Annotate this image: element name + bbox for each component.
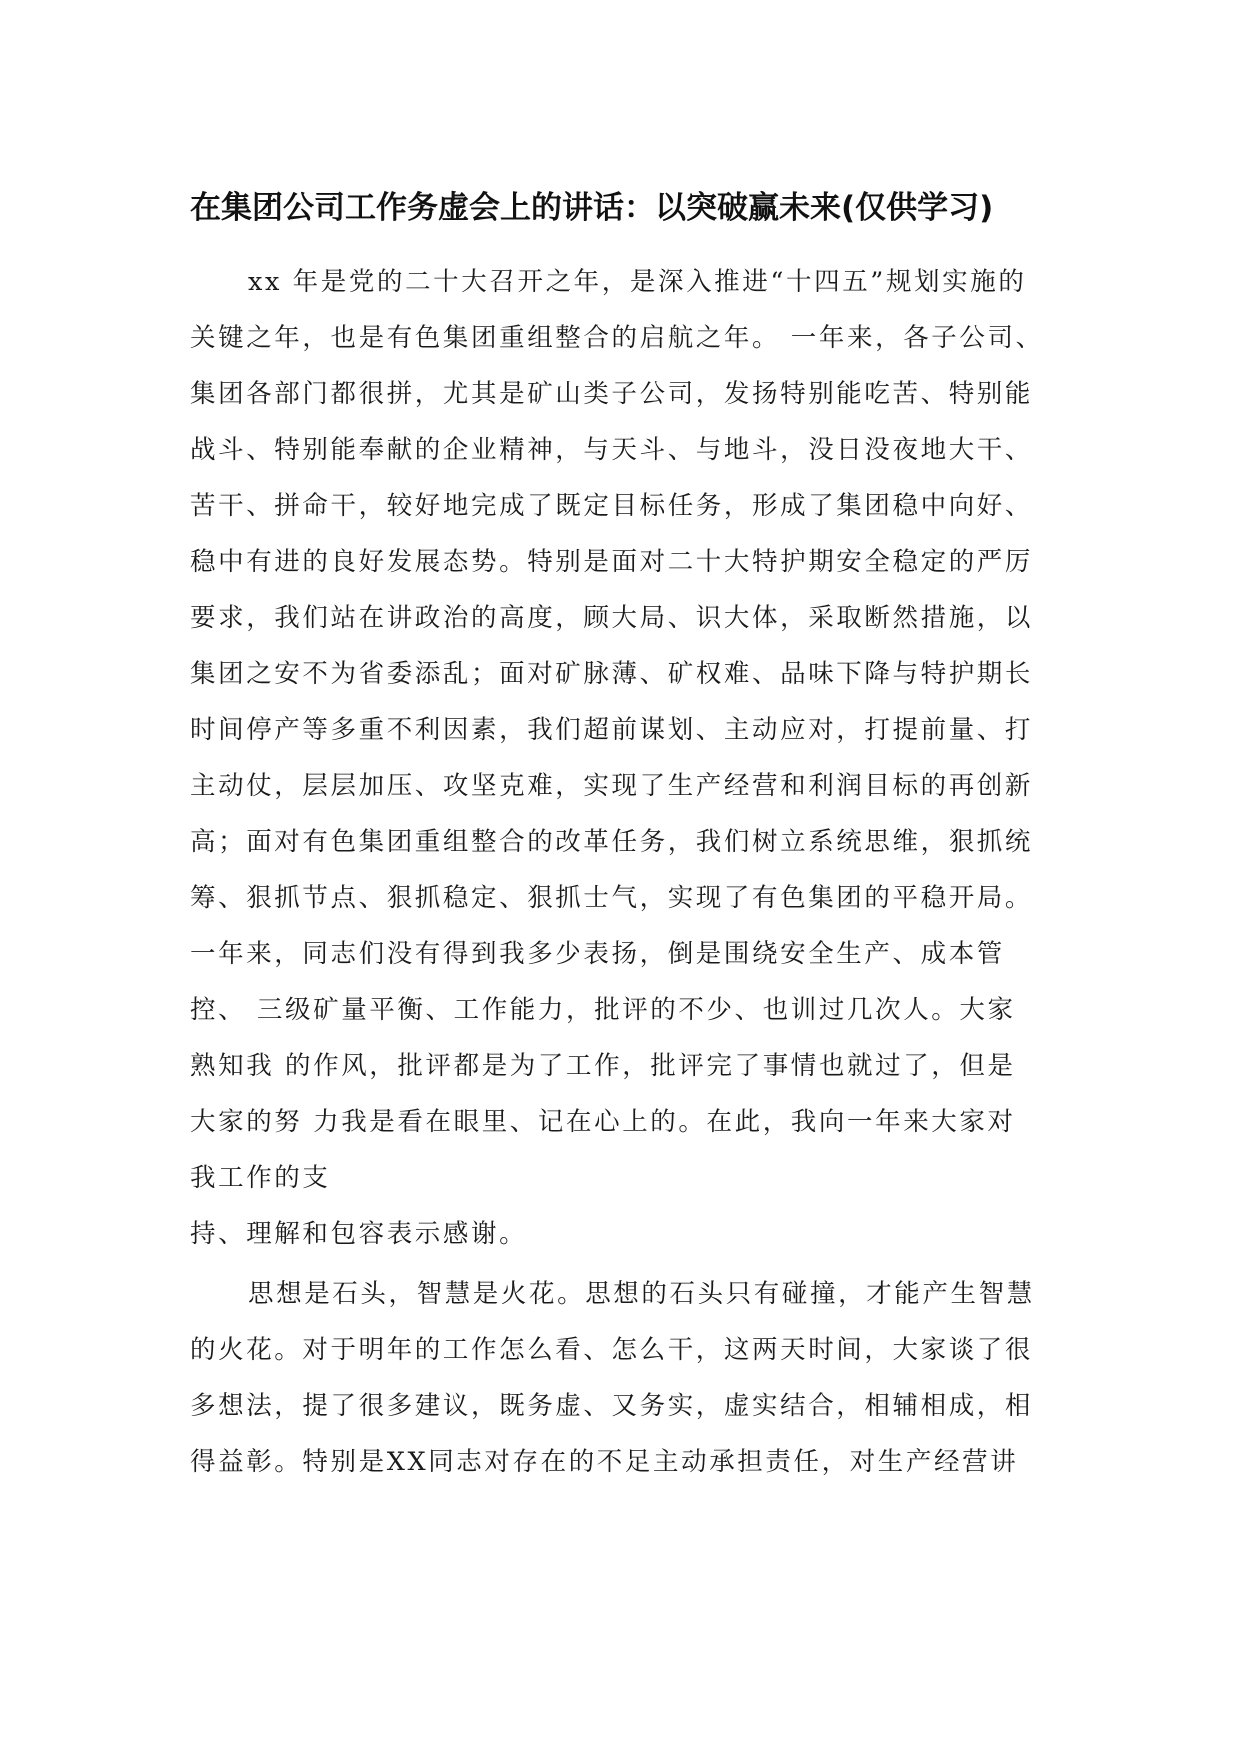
paragraph-line: 多想法，提了很多建议，既务虚、又务实，虚实结合，相辅相成，相 xyxy=(190,1391,1034,1421)
paragraph-line: 战斗、特别能奉献的企业精神，与天斗、与地斗，没日没夜地大干、 xyxy=(190,435,1034,465)
paragraph-line: 高；面对有色集团重组整合的改革任务，我们树立系统思维，狠抓统 xyxy=(190,827,1034,857)
paragraph-line: 得益彰。特别是XX同志对存在的不足主动承担责任，对生产经营讲 xyxy=(190,1447,1019,1477)
paragraph-line: 思想是石头，智慧是火花。思想的石头只有碰撞，才能产生智慧 xyxy=(248,1279,1035,1309)
paragraph-line: 时间停产等多重不利因素，我们超前谋划、主动应对，打提前量、打 xyxy=(190,715,1034,745)
paragraph-line: 筹、狠抓节点、狠抓稳定、狠抓士气，实现了有色集团的平稳开局。 xyxy=(190,883,1034,913)
paragraph-line: 集团之安不为省委添乱；面对矿脉薄、矿权难、品味下降与特护期长 xyxy=(190,659,1034,689)
paragraph-line: 苦干、拼命干，较好地完成了既定目标任务，形成了集团稳中向好、 xyxy=(190,491,1034,521)
paragraph-line: 关键之年，也是有色集团重组整合的启航之年。 一年来，各子公司、 xyxy=(190,323,1044,353)
paragraph-line: 熟知我 的作风，批评都是为了工作，批评完了事情也就过了，但是 xyxy=(190,1051,1016,1081)
paragraph-line: 主动仗，层层加压、攻坚克难，实现了生产经营和利润目标的再创新 xyxy=(190,771,1034,801)
paragraph-line: xx 年是党的二十大召开之年，是深入推进“十四五”规划实施的 xyxy=(248,267,1027,297)
paragraph-line: 稳中有进的良好发展态势。特别是面对二十大特护期安全稳定的严厉 xyxy=(190,547,1034,577)
paragraph-1 xyxy=(190,254,1060,1262)
paragraph-line: 我工作的支 xyxy=(190,1163,331,1193)
paragraph-line: 的火花。对于明年的工作怎么看、怎么干，这两天时间，大家谈了很 xyxy=(190,1335,1034,1365)
paragraph-2 xyxy=(190,1266,1060,1490)
paragraph-line: 一年来，同志们没有得到我多少表扬，倒是围绕安全生产、成本管 xyxy=(190,939,1005,969)
document-title: 在集团公司工作务虚会上的讲话：以突破赢未来(仅供学习) xyxy=(190,190,994,226)
paragraph-line: 控、 三级矿量平衡、工作能力，批评的不少、也训过几次人。大家 xyxy=(190,995,1016,1025)
paragraph-line: 集团各部门都很拼，尤其是矿山类子公司，发扬特别能吃苦、特别能 xyxy=(190,379,1034,409)
paragraph-line: 持、理解和包容表示感谢。 xyxy=(190,1219,528,1249)
paragraph-line: 要求，我们站在讲政治的高度，顾大局、识大体，采取断然措施，以 xyxy=(190,603,1034,633)
paragraph-line: 大家的努 力我是看在眼里、记在心上的。在此，我向一年来大家对 xyxy=(190,1107,1016,1137)
